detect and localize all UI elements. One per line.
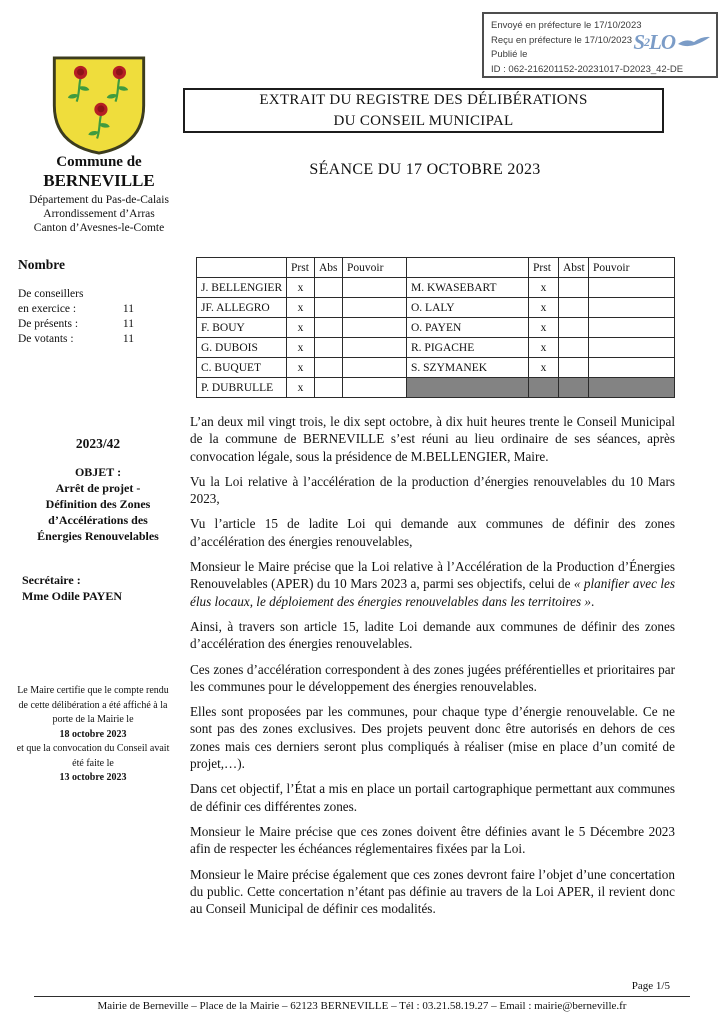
empty-cell bbox=[589, 298, 675, 318]
objet-line: d’Accélérations des bbox=[48, 513, 148, 527]
grayed-cell bbox=[559, 378, 589, 398]
presence-mark-cell: x bbox=[287, 378, 315, 398]
table-row bbox=[197, 298, 675, 318]
deliberation-number: 2023/42 bbox=[75, 436, 121, 451]
attendee-name-cell: S. SZYMANEK bbox=[407, 358, 529, 378]
nombre-heading: Nombre bbox=[18, 257, 65, 272]
count-label: De votants : bbox=[18, 333, 74, 345]
empty-cell bbox=[343, 338, 407, 358]
presence-mark-cell: x bbox=[529, 338, 559, 358]
footer-address: Mairie de Berneville – Place de la Mairie – 62123 BERNEVILLE – Tél : 03.21.58.19.27 – Email : mairie@berneville.fr bbox=[97, 1000, 627, 1012]
empty-cell bbox=[559, 358, 589, 378]
seance-heading: SÉANCE DU 17 OCTOBRE 2023 bbox=[309, 161, 541, 178]
empty-cell bbox=[589, 358, 675, 378]
counts-intro: De conseillers bbox=[18, 288, 84, 300]
table-row bbox=[197, 278, 675, 298]
body-paragraph: Vu la Loi relative à l’accélération de la production d’énergies renouvelables du 10 Mars 2023, bbox=[190, 473, 675, 507]
attendee-name-cell: O. PAYEN bbox=[407, 318, 529, 338]
empty-cell bbox=[315, 298, 343, 318]
stamp-line-received: Reçu en préfecture le 17/10/2023 bbox=[491, 34, 633, 46]
attendee-name-cell: G. DUBOIS bbox=[197, 338, 287, 358]
empty-cell bbox=[589, 318, 675, 338]
stamp-line-published: Publié le bbox=[491, 49, 528, 60]
presence-mark-cell: x bbox=[287, 318, 315, 338]
empty-cell bbox=[343, 318, 407, 338]
departement-line: Département du Pas-de-Calais bbox=[29, 194, 169, 206]
body-paragraph: Ainsi, à travers son article 15, ladite Loi demande aux communes de définir des zones d’accélération des énergies renouvelables. bbox=[190, 618, 675, 652]
empty-cell bbox=[559, 278, 589, 298]
attendee-name-cell: J. BELLENGIER bbox=[197, 278, 287, 298]
canton-line: Canton d’Avesnes-le-Comte bbox=[33, 222, 165, 234]
s2lo-logo-text: S bbox=[633, 30, 644, 54]
attendee-name-cell: F. BOUY bbox=[197, 318, 287, 338]
attendee-name-cell: C. BUQUET bbox=[197, 358, 287, 378]
paragraph-text: . bbox=[591, 593, 595, 609]
body-paragraph: Ces zones d’accélération correspondent à des zones jugées préférentielles et prioritaires par les communes pour le développement des énergies renouvelables. bbox=[190, 661, 675, 694]
certification-text: Le Maire certifie que le compte rendu de cette délibération a été affiché à la porte de la Mairie le bbox=[17, 685, 169, 725]
attendee-name-cell: O. LALY bbox=[407, 298, 529, 318]
header-prst-cell: Prst bbox=[529, 258, 559, 278]
empty-cell bbox=[343, 298, 407, 318]
certification-text: et que la convocation du Conseil avait été faite le bbox=[16, 743, 170, 769]
objet-line: Arrêt de projet - bbox=[55, 481, 141, 495]
header-pouvoir-cell: Pouvoir bbox=[589, 258, 675, 278]
commune-block bbox=[8, 154, 190, 235]
body-paragraph bbox=[190, 558, 675, 610]
empty-cell bbox=[343, 278, 407, 298]
secretaire-name: Mme Odile PAYEN bbox=[22, 589, 122, 603]
count-value: 11 bbox=[122, 333, 134, 345]
empty-cell bbox=[559, 298, 589, 318]
grayed-cell bbox=[407, 378, 529, 398]
empty-cell bbox=[315, 278, 343, 298]
prefecture-stamp-box bbox=[482, 12, 718, 78]
count-value: 11 bbox=[122, 318, 134, 330]
empty-cell bbox=[343, 378, 407, 398]
count-label: en exercice : bbox=[18, 303, 77, 315]
empty-cell bbox=[315, 338, 343, 358]
presence-mark-cell: x bbox=[529, 298, 559, 318]
document-title-box bbox=[183, 88, 664, 133]
s2lo-logo-sup: 2 bbox=[644, 35, 649, 49]
page-number: Page 1/5 bbox=[631, 980, 670, 992]
presence-mark-cell: x bbox=[529, 358, 559, 378]
table-row bbox=[197, 378, 675, 398]
header-abs-cell: Abs bbox=[315, 258, 343, 278]
secretaire-label: Secrétaire : bbox=[22, 573, 81, 587]
arrondissement-line: Arrondissement d’Arras bbox=[43, 208, 155, 220]
commune-label: Commune de bbox=[56, 154, 142, 170]
header-empty-cell bbox=[407, 258, 529, 278]
body-paragraph: Dans cet objectif, l’État a mis en place un portail cartographique permettant aux communes de définir ces différentes zones. bbox=[190, 781, 675, 814]
table-row bbox=[197, 338, 675, 358]
count-value: 11 bbox=[122, 303, 134, 315]
s2lo-logo-text2: LO bbox=[649, 30, 675, 54]
empty-cell bbox=[589, 278, 675, 298]
stamp-line-sent: Envoyé en préfecture le 17/10/2023 bbox=[491, 20, 642, 31]
empty-cell bbox=[315, 378, 343, 398]
grayed-cell bbox=[529, 378, 559, 398]
commune-name: BERNEVILLE bbox=[43, 171, 155, 190]
header-pouvoir-cell: Pouvoir bbox=[343, 258, 407, 278]
convocation-date: 13 octobre 2023 bbox=[59, 772, 127, 783]
attendee-name-cell: M. KWASEBART bbox=[407, 278, 529, 298]
body-paragraph: Monsieur le Maire précise que ces zones doivent être définies avant le 5 Décembre 2023 afin de respecter les échéances réglementaires fixées par la Loi. bbox=[190, 823, 675, 857]
grayed-cell bbox=[589, 378, 675, 398]
body-paragraph: Elles sont proposées par les communes, pour chaque type d’énergie renouvelable. Ce ne sont pas des zones exclusives. Des projets peuvent donc être autorisés en dehors de ces zones mais ces derniers seront plus compliqués à réaliser (mise en place d’un comité de projet,…). bbox=[190, 704, 675, 772]
presence-mark-cell: x bbox=[529, 318, 559, 338]
count-row bbox=[18, 317, 134, 332]
table-row bbox=[197, 358, 675, 378]
body-text bbox=[190, 413, 675, 925]
attendance-table bbox=[196, 257, 675, 398]
coat-of-arms bbox=[50, 55, 148, 161]
empty-cell bbox=[343, 358, 407, 378]
attendee-name-cell: P. DUBRULLE bbox=[197, 378, 287, 398]
body-paragraph: L’an deux mil vingt trois, le dix sept octobre, à dix huit heures trente le Conseil Municipal de la commune de BERNEVILLE s’est réuni au lieu ordinaire de ses séances, après convocation légale, sous la présidence de M.BELLENGIER, Maire. bbox=[190, 414, 675, 464]
s2lo-swoosh-icon bbox=[677, 35, 711, 49]
objet-block bbox=[10, 464, 186, 544]
empty-cell bbox=[559, 318, 589, 338]
count-row bbox=[18, 332, 134, 347]
objet-line: Énergies Renouvelables bbox=[37, 529, 159, 543]
presence-mark-cell: x bbox=[529, 278, 559, 298]
maire-certification-note bbox=[14, 684, 172, 786]
empty-cell bbox=[315, 358, 343, 378]
title-line-2: DU CONSEIL MUNICIPAL bbox=[333, 112, 514, 129]
presence-mark-cell: x bbox=[287, 338, 315, 358]
shield-icon bbox=[50, 55, 148, 156]
nombre-counts bbox=[18, 287, 134, 347]
empty-cell bbox=[589, 338, 675, 358]
secretaire-block bbox=[22, 572, 122, 604]
presence-mark-cell: x bbox=[287, 278, 315, 298]
footer-divider bbox=[34, 996, 690, 997]
stamp-line-id: ID : 062-216201152-20231017-D2023_42-DE bbox=[491, 63, 684, 75]
empty-cell bbox=[559, 338, 589, 358]
attendee-name-cell: JF. ALLEGRO bbox=[197, 298, 287, 318]
header-empty-cell bbox=[197, 258, 287, 278]
presence-mark-cell: x bbox=[287, 298, 315, 318]
s2lo-logo bbox=[633, 30, 711, 54]
body-paragraph: Vu l’article 15 de ladite Loi qui demande aux communes de définir des zones d’accélération des énergies renouvelables, bbox=[190, 516, 675, 549]
title-line-1: EXTRAIT DU REGISTRE DES DÉLIBÉRATIONS bbox=[259, 91, 588, 108]
presence-mark-cell: x bbox=[287, 358, 315, 378]
header-abst-cell: Abst bbox=[559, 258, 589, 278]
count-row bbox=[18, 302, 134, 317]
empty-cell bbox=[315, 318, 343, 338]
header-prst-cell: Prst bbox=[287, 258, 315, 278]
table-header-row bbox=[197, 258, 675, 278]
count-label: De présents : bbox=[18, 318, 79, 330]
paragraph-italic-quote: « planifier avec les élus locaux, le déploiement des énergies renouvelables dans les territoires » bbox=[190, 576, 675, 609]
paragraph-text: Monsieur le Maire précise que la Loi relative à l’Accélération de la Production d’Énergies Renouvelables (APER) du 10 Mars 2023 a, parmi ses objectifs, celui de bbox=[190, 559, 675, 592]
objet-heading: OBJET : bbox=[74, 465, 122, 479]
objet-line: Définition des Zones bbox=[45, 497, 151, 511]
affichage-date: 18 octobre 2023 bbox=[59, 728, 127, 740]
table-row bbox=[197, 318, 675, 338]
attendee-name-cell: R. PIGACHE bbox=[407, 338, 529, 358]
body-paragraph: Monsieur le Maire précise également que ces zones devront faire l’objet d’une concertation du public. Cette concertation n’étant pas définie au travers de la Loi APER, il revient donc au Conseil Municipal de définir ces modalités. bbox=[190, 866, 675, 917]
